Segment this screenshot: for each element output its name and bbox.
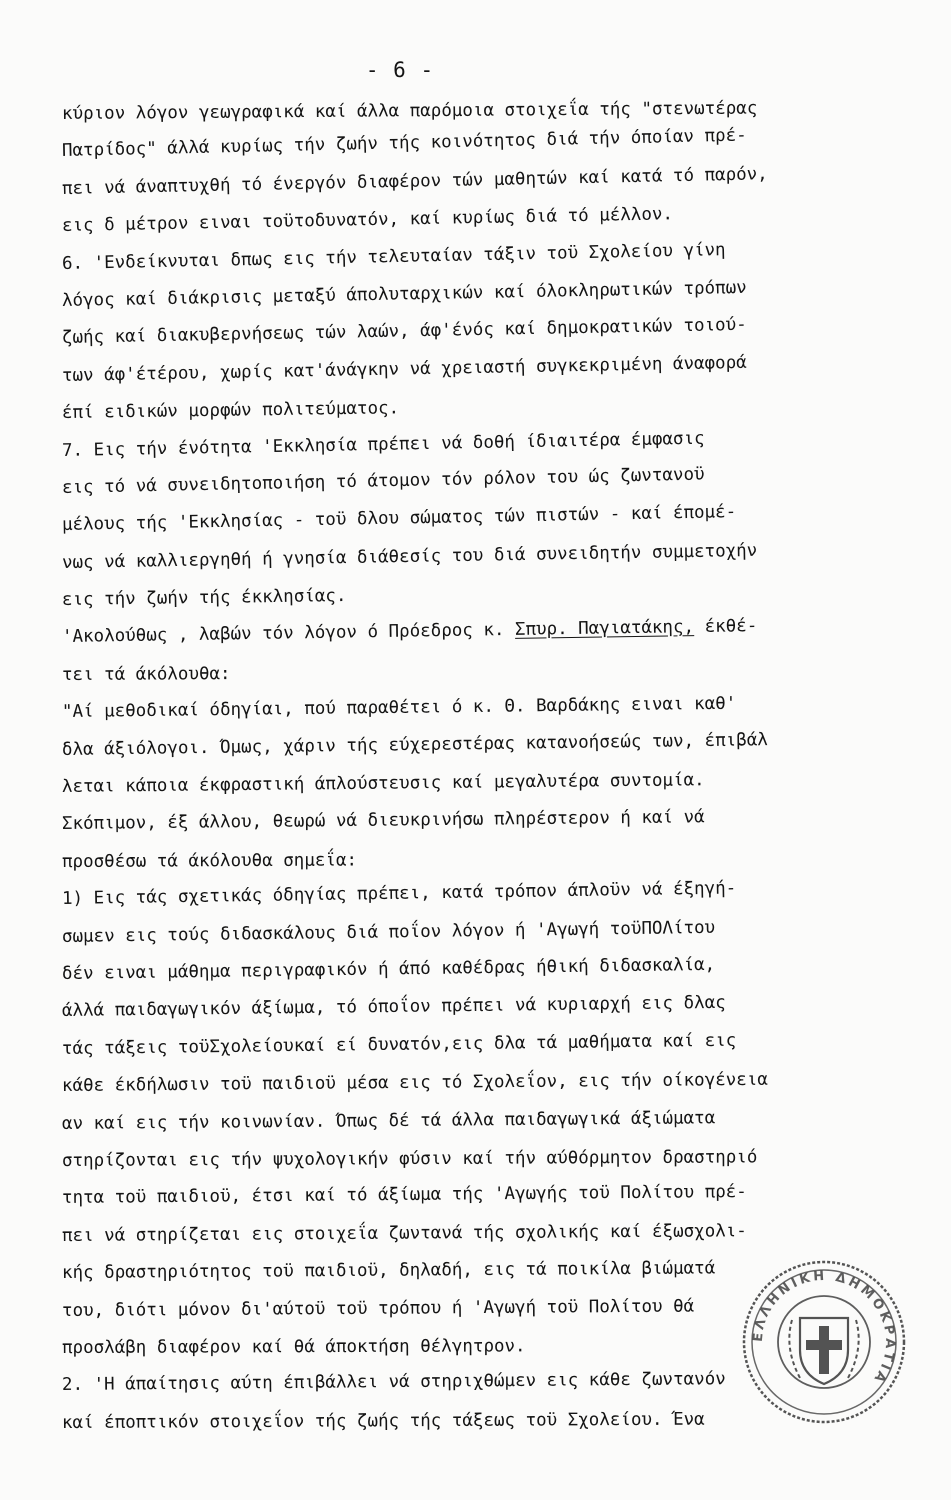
text-line: αν καί εις τήν κοινωνίαν. Όπως δέ τά άλλα παιδαγωγικά άξιώματα bbox=[61, 1107, 716, 1134]
text-line: άλλά παιδαγωγικόν άξίωμα, τό όποΐον πρέπει νά κυριαρχή εις δλας bbox=[61, 993, 726, 1022]
text-line: καί έποπτικόν στοιχεΐον τής ζωής τής τάξεως τοϋ Σχολείου. Ένα bbox=[61, 1409, 705, 1433]
text-line: Πατρίδος" άλλά κυρίως τήν ζωήν τής κοινότητος διά τήν όποίαν πρέ- bbox=[61, 125, 747, 162]
text-line: ζωής καί διακυβερνήσεως τών λαών, άφ'ένός καί δημοκρατικών τοιού- bbox=[61, 315, 747, 349]
text-line: τάς τάξεις τοϋΣχολείουκαί εί δυνατόν,εις δλα τά μαθήματα καί εις bbox=[61, 1030, 737, 1059]
document-body bbox=[62, 96, 932, 1442]
text-line: έπί ειδικών μορφών πολιτεύματος. bbox=[61, 398, 400, 424]
text-line: 7. Εις τήν ένότητα 'Εκκλησία πρέπει νά δοθή ίδιαιτέρα έμφασις bbox=[61, 428, 705, 461]
underlined-name: Σπυρ. Παγιατάκης, bbox=[514, 617, 695, 641]
text-line: δλα άξιόλογοι. Όμως, χάριν τής εύχερεστέρας κατανοήσεώς των, έπιβάλ bbox=[61, 729, 768, 760]
text-line: πει νά στηρίζεται εις στοιχεΐα ζωντανά τής σχολικής καί έξωσχολι- bbox=[61, 1220, 747, 1246]
text-line: 1) Εις τάς σχετικάς όδηγίας πρέπει, κατά τρόπον άπλοϋν νά έξηγή- bbox=[61, 878, 737, 910]
text-line: προσλάβη διαφέρον καί θά άποκτήση θέλγητρον. bbox=[61, 1336, 526, 1358]
text-segment: 'Ακολούθως , λαβών τόν λόγον ό Πρόεδρος κ. bbox=[61, 620, 516, 648]
text-line: εις τήν ζωήν τής έκκλησίας. bbox=[61, 586, 347, 611]
text-line: μέλους τής 'Εκκλησίας - τοϋ δλου σώματος τών πιστών - καί έπομέ- bbox=[61, 502, 737, 536]
page-number: - 6 - bbox=[365, 58, 435, 82]
text-line: λόγος καί διάκρισις μεταξύ άπολυταρχικών καί όλοκληρωτικών τρόπων bbox=[61, 277, 747, 311]
text-line: προσθέσω τά άκόλουθα σημεΐα: bbox=[61, 850, 358, 872]
text-line: του, διότι μόνον δι'αύτοϋ τοϋ τρόπου ή 'Αγωγή τοϋ Πολίτου θά bbox=[61, 1296, 695, 1321]
text-line: 2. 'Η άπαίτησις αύτη έπιβάλλει νά στηριχθώμεν εις κάθε ζωντανόν bbox=[61, 1369, 726, 1396]
text-line: πει νά άναπτυχθή τό ένεργόν διαφέρον τών μαθητών καί κατά τό παρόν, bbox=[61, 164, 768, 199]
text-line: στηρίζονται εις τήν ψυχολογικήν φύσιν καί τήν αύθόρμητον δραστηριό bbox=[61, 1147, 758, 1171]
text-line: δέν ειναι μάθημα περιγραφικόν ή άπό καθέδρας ήθική διδασκαλία, bbox=[61, 954, 716, 984]
text-line: κύριον λόγον γεωγραφικά καί άλλα παρόμοια στοιχεΐα τής "στενωτέρας bbox=[61, 98, 758, 124]
text-line: νως νά καλλιεργηθή ή γνησία διάθεσίς του διά συνειδητήν συμμετοχήν bbox=[61, 540, 758, 573]
coat-of-arms-icon bbox=[789, 1318, 858, 1384]
text-line: 6. 'Ενδείκνυται δπως εις τήν τελευταίαν τάξιν τοϋ Σχολείου γίνη bbox=[61, 239, 726, 274]
text-line: σωμεν εις τούς διδασκάλους διά ποΐον λόγον ή 'Αγωγή τοϋΠΟΛίτου bbox=[61, 917, 716, 947]
text-segment: έκθέ- bbox=[693, 616, 758, 638]
text-line: κής δραστηριότητος τοϋ παιδιοϋ, δηλαδή, εις τά ποικίλα βιώματά bbox=[61, 1258, 716, 1284]
text-line: εις δ μέτρον ειναι τοϋτοδυνατόν, καί κυρίως διά τό μέλλον. bbox=[61, 204, 674, 237]
official-stamp bbox=[740, 1258, 908, 1426]
text-line: τει τά άκόλουθα: bbox=[61, 663, 231, 685]
text-line: εις τό νά συνειδητοποιήση τό άτομον τόν ρόλον του ώς ζωντανοϋ bbox=[61, 464, 705, 498]
text-line: Σκόπιμον, έξ άλλου, θεωρώ νά διευκρινήσω πληρέστερον ή καί νά bbox=[61, 807, 705, 835]
stamp-ring-text: ΕΛΛΗΝΙΚΗ ΔΗΜΟΚΡΑΤΙΑ bbox=[750, 1268, 898, 1388]
text-line: κάθε έκδήλωσιν τοϋ παιδιοϋ μέσα εις τό Σχολεΐον, εις τήν οίκογένεια bbox=[61, 1069, 768, 1097]
text-line: τητα τοϋ παιδιοϋ, έτσι καί τό άξίωμα τής 'Αγωγής τοϋ Πολίτου πρέ- bbox=[61, 1182, 747, 1209]
text-line: των άφ'έτέρου, χωρίς κατ'άνάγκην νά χρειαστή συγκεκριμένη άναφορά bbox=[61, 352, 747, 386]
text-line: "Αί μεθοδικαί όδηγίαι, πού παραθέτει ό κ. Θ. Βαρδάκης ειναι καθ' bbox=[61, 694, 737, 723]
text-line: λεται κάποια έκφραστική άπλούστευσις καί μεγαλυτέρα συντομία. bbox=[61, 770, 705, 798]
